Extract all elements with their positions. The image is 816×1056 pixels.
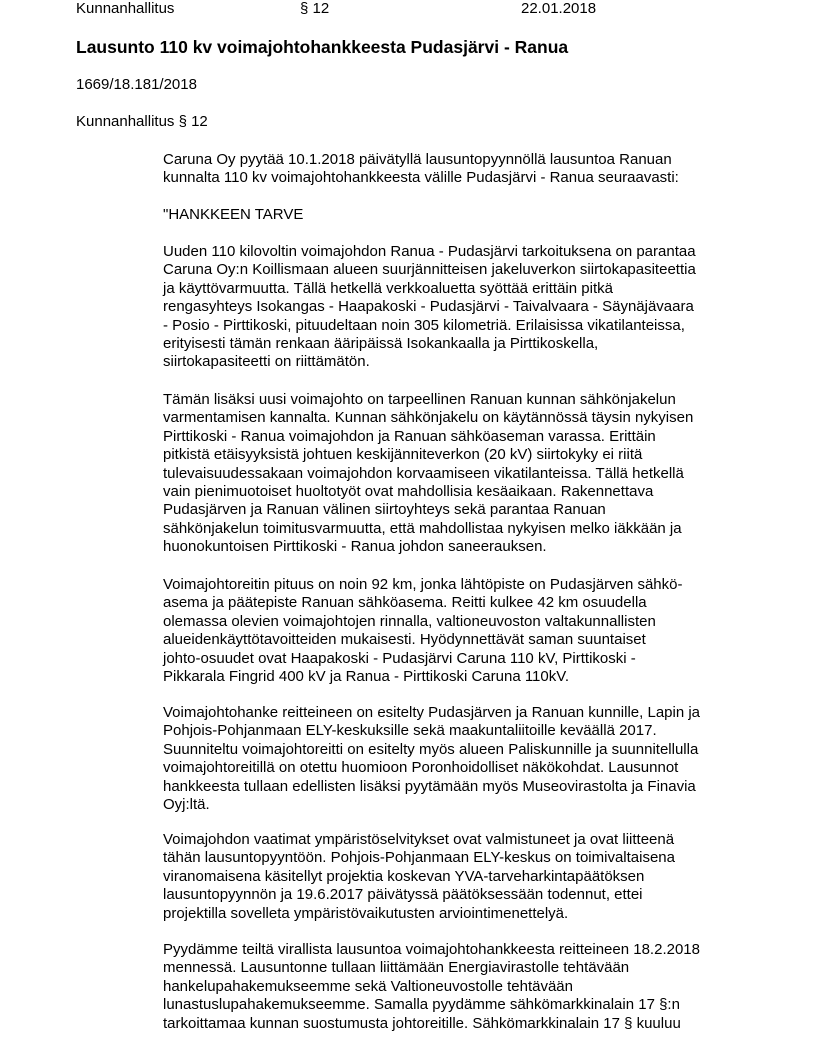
header-section: § 12 [300,0,330,17]
text-line: sähkönjakelun toimitusvarmuutta, että mahdollistaa nykyisen melko iäkkään ja [163,519,682,537]
text-line: hankkeesta tullaan edellisten lisäksi pyytämään myös Museovirastolta ja Finavia [163,777,696,795]
text-line: Tämän lisäksi uusi voimajohto on tarpeellinen Ranuan kunnan sähkönjakelun [163,391,676,408]
text-line: erityisesti tämän renkaan ääripäissä Isokankaalla ja Pirttikoskella, [163,334,599,352]
text-line: rengasyhteys Isokangas - Haapakoski - Pudasjärvi - Taivalvaara - Säynäjävaara [163,298,694,316]
paragraph [163,151,679,188]
text-line: Pohjois-Pohjanmaan ELY-keskuksille sekä maakuntaliitoille keväällä 2017. [163,722,657,740]
text-line: olemassa olevien voimajohtojen rinnalla, valtioneuvoston valtakunnallisten [163,612,656,630]
paragraph [163,831,675,923]
text-line: Caruna Oy:n Koillismaan alueen suurjännitteisen jakeluverkon siirtokapasiteettia [163,261,696,279]
paragraph [163,206,303,224]
text-line: Pudasjärven ja Ranuan välinen siirtoyhteys sekä parantaa Ranuan [163,501,606,519]
text-line: alueidenkäyttötavoitteiden mukaisesti. Hyödynnettävät saman suuntaiset [163,631,646,649]
text-line: Caruna Oy pyytää 10.1.2018 päivätyllä lausuntopyynnöllä lausuntoa Ranuan [163,151,672,168]
text-line: kunnalta 110 kv voimajohtohankkeesta välille Pudasjärvi - Ranua seuraavasti: [163,169,679,187]
text-line: Uuden 110 kilovoltin voimajohdon Ranua - Pudasjärvi tarkoituksena on parantaa [163,243,696,260]
paragraph [163,576,683,686]
header-date: 22.01.2018 [521,0,597,17]
text-line: Pikkarala Fingrid 400 kV ja Ranua - Pirttikoski Caruna 110kV. [163,667,570,685]
text-line: - Posio - Pirttikoski, pituudeltaan noin 305 kilometriä. Erilaisissa vikatilanteissa, [163,316,685,334]
text-line: "HANKKEEN TARVE [163,206,304,223]
text-line: Voimajohdon vaatimat ympäristöselvitykset ovat valmistuneet ja ovat liitteenä [163,831,675,848]
text-line: mennessä. Lausuntonne tullaan liittämään Energiavirastolle tehtävään [163,959,630,977]
text-line: ja käyttövarmuutta. Tällä hetkellä verkkoaluetta syöttää erittäin pitkä [163,279,613,297]
document-title: Lausunto 110 kv voimajohtohankkeesta Pudasjärvi - Ranua [76,37,569,57]
text-line: asema ja päätepiste Ranuan sähköasema. Reitti kulkee 42 km osuudella [163,594,647,612]
text-line: varmentamisen kannalta. Kunnan sähkönjakelu on käytännössä täysin nykyisen [163,409,694,427]
text-line: johto-osuudet ovat Haapakoski - Pudasjärvi Caruna 110 kV, Pirttikoski - [163,649,636,667]
text-line: siirtokapasiteetti on riittämätön. [163,353,370,371]
text-line: Pyydämme teiltä virallista lausuntoa voimajohtohankkeesta reitteineen 18.2.2018 [163,941,700,958]
text-line: Voimajohtoreitin pituus on noin 92 km, jonka lähtöpiste on Pudasjärven sähkö- [163,576,683,593]
text-line: lausuntopyynnön ja 19.6.2017 päivätyssä päätöksessään todennut, ettei [163,886,643,904]
paragraph [163,704,700,814]
paragraph [163,391,693,557]
text-line: huonokuntoisen Pirttikoski - Ranua johdon saneerauksen. [163,538,547,556]
reference-number: 1669/18.181/2018 [76,76,197,93]
paragraph [163,243,696,372]
text-line: vain pienimuotoiset huoltotyöt ovat mahdollisia kesäaikaan. Rakennettava [163,482,654,500]
text-line: Oyj:ltä. [163,795,210,813]
text-line: Suunniteltu voimajohtoreitti on esitelty myös alueen Paliskunnille ja suunnitellulla [163,740,699,758]
text-line: viranomaisena käsitellyt projektia koskevan YVA-tarveharkintapäätöksen [163,867,645,885]
text-line: tulevaisuudessakaan voimajohdon korvaamiseen vikatilanteissa. Tällä hetkellä [163,464,684,482]
text-line: projektilla sovelleta ympäristövaikutusten arviointimenettelyä. [163,904,569,922]
text-line: tähän lausuntopyyntöön. Pohjois-Pohjanmaan ELY-keskus on toimivaltaisena [163,849,675,867]
text-line: hankelupahakemukseemme sekä Valtioneuvostolle tehtävään [163,977,573,995]
text-line: pitkistä etäisyyksistä johtuen keskijänniteverkon (20 kV) siirtokyky ei riitä [163,446,643,464]
text-line: Voimajohtohanke reitteineen on esitelty Pudasjärven ja Ranuan kunnille, Lapin ja [163,704,701,721]
section-heading: Kunnanhallitus § 12 [76,113,208,130]
header-body: Kunnanhallitus [76,0,175,17]
text-line: lunastuslupahakemukseemme. Samalla pyydämme sähkömarkkinalain 17 §:n [163,996,680,1014]
text-line: voimajohtoreitillä on otettu huomioon Poronhoidolliset näkökohdat. Lausunnot [163,759,679,777]
paragraph [163,941,700,1033]
text-line: Pirttikoski - Ranua voimajohdon ja Ranuan sähköaseman varassa. Erittäin [163,427,656,445]
text-line: tarkoittamaa kunnan suostumusta johtoreitille. Sähkömarkkinalain 17 § kuuluu [163,1014,681,1032]
